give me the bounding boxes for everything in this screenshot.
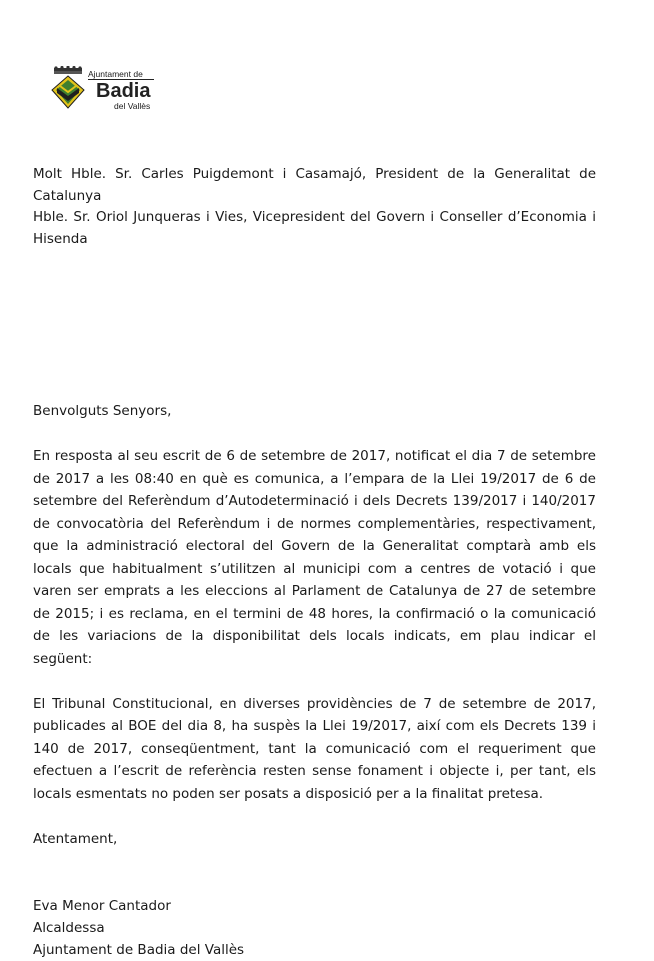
- closing: Atentament,: [33, 830, 118, 847]
- recipient-2: Hble. Sr. Oriol Junqueras i Vies, Vicepresident del Govern i Conseller d’Economia i Hisenda: [33, 209, 596, 247]
- salutation: Benvolguts Senyors,: [33, 403, 172, 419]
- letter-body: [33, 400, 596, 961]
- signatory-name: Eva Menor Cantador: [33, 898, 171, 914]
- logo-name: Badia: [96, 80, 151, 102]
- signature-block: [33, 895, 596, 961]
- paragraph-2: El Tribunal Constitucional, en diverses providències de 7 de setembre de 2017, publicades al BOE del dia 8, ha suspès la Llei 19/2017, així com els Decrets 139 i 140 de 2017, conseqüentment, tant la comunicació com el requeriment que efectuen a l’escrit de referència resten sense fonament i objecte i, per tant, els locals esmentats no poden ser posats a disposició per a la finalitat pretesa.: [33, 695, 596, 802]
- paragraph-1: En resposta al seu escrit de 6 de setembre de 2017, notificat el dia 7 de setembre de 2017 a les 08:40 en què es comunica, a l’empara de la Llei 19/2017 de 6 de setembre del Referèndum d’Autodeterminació i dels Decrets 139/2017 i 140/2017 de convocatòria del Referèndum i de normes complementàries, respectivament, que la administració electoral del Govern de la Generalitat comptarà amb els locals que habitualment s’utilitzen al municipi com a centres de votació i que varen ser emprats a les eleccions al Parlament de Catalunya de 27 de setembre de 2015; i es reclama, en el termini de 48 hores, la confirmació o la comunicació de les variacions de la disponibilitat dels locals indicats, em plau indicar el següent:: [33, 448, 596, 667]
- signatory-title: Alcaldessa: [33, 920, 105, 936]
- recipients-block: [33, 164, 596, 250]
- signatory-organization: Ajuntament de Badia del Vallès: [33, 942, 245, 958]
- recipient-1: Molt Hble. Sr. Carles Puigdemont i Casamajó, President de la Generalitat de Catalunya: [33, 166, 596, 204]
- municipal-logo: [48, 66, 158, 112]
- coat-of-arms-icon: [48, 66, 88, 112]
- logo-line-1: Ajuntament de: [88, 69, 143, 79]
- logo-line-3: del Vallès: [114, 101, 151, 111]
